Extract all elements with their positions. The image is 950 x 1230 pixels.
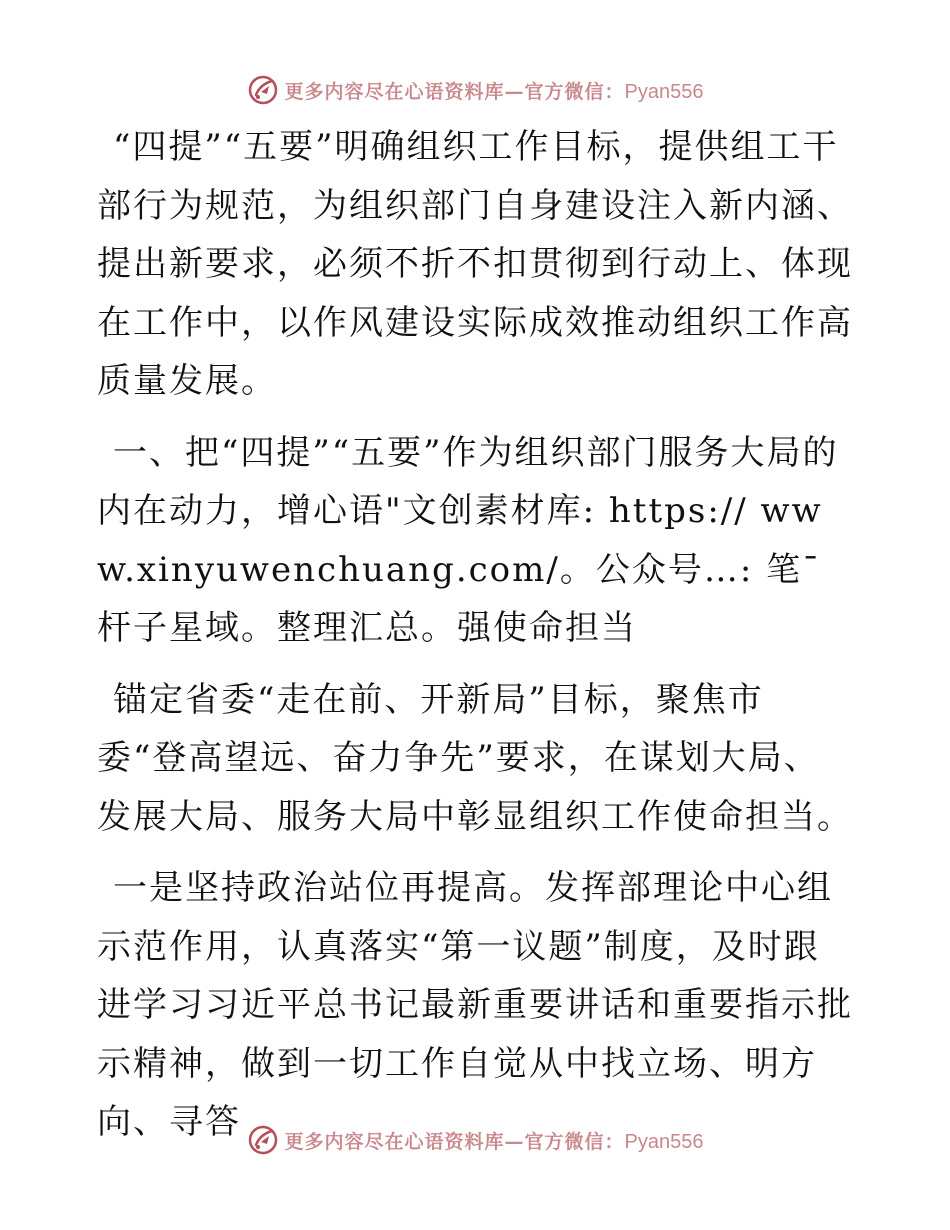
watermark-text: 更多内容尽在心语资料库—官方微信：Pyan556: [284, 80, 704, 103]
paragraph-3: 锚定省委“走在前、开新局”目标，聚焦市委“登高望远、奋力争先”要求，在谋划大局、发展大局、服务大局中彰显组织工作使命担当。: [97, 679, 853, 837]
paragraph-4: 一是坚持政治站位再提高。发挥部理论中心组示范作用，认真落实“第一议题”制度，及时跟进学习习近平总书记最新重要讲话和重要指示批示精神，做到一切工作自觉从中找立场、明方向、寻答: [97, 868, 853, 1142]
paragraph-2: 一、把“四提”“五要”作为组织部门服务大局的内在动力，增心语"文创素材库: https:// www.xinyuwenchuang.com/。公众号…: 笔¯杆子星域。整理汇总。强使命担当: [97, 432, 839, 648]
watermark-banner-bottom: [0, 1120, 950, 1160]
pen-logo-icon: [247, 1124, 279, 1156]
watermark-banner-top: [0, 70, 950, 110]
paragraph-1: “四提”“五要”明确组织工作目标，提供组工干部行为规范，为组织部门自身建设注入新内涵、提出新要求，必须不折不扣贯彻到行动上、体现在工作中，以作风建设实际成效推动组织工作高质量发展。: [97, 127, 853, 401]
document-body: [97, 118, 853, 1152]
watermark-text: 更多内容尽在心语资料库—官方微信：Pyan556: [284, 1130, 704, 1153]
pen-logo-icon: [247, 74, 279, 106]
